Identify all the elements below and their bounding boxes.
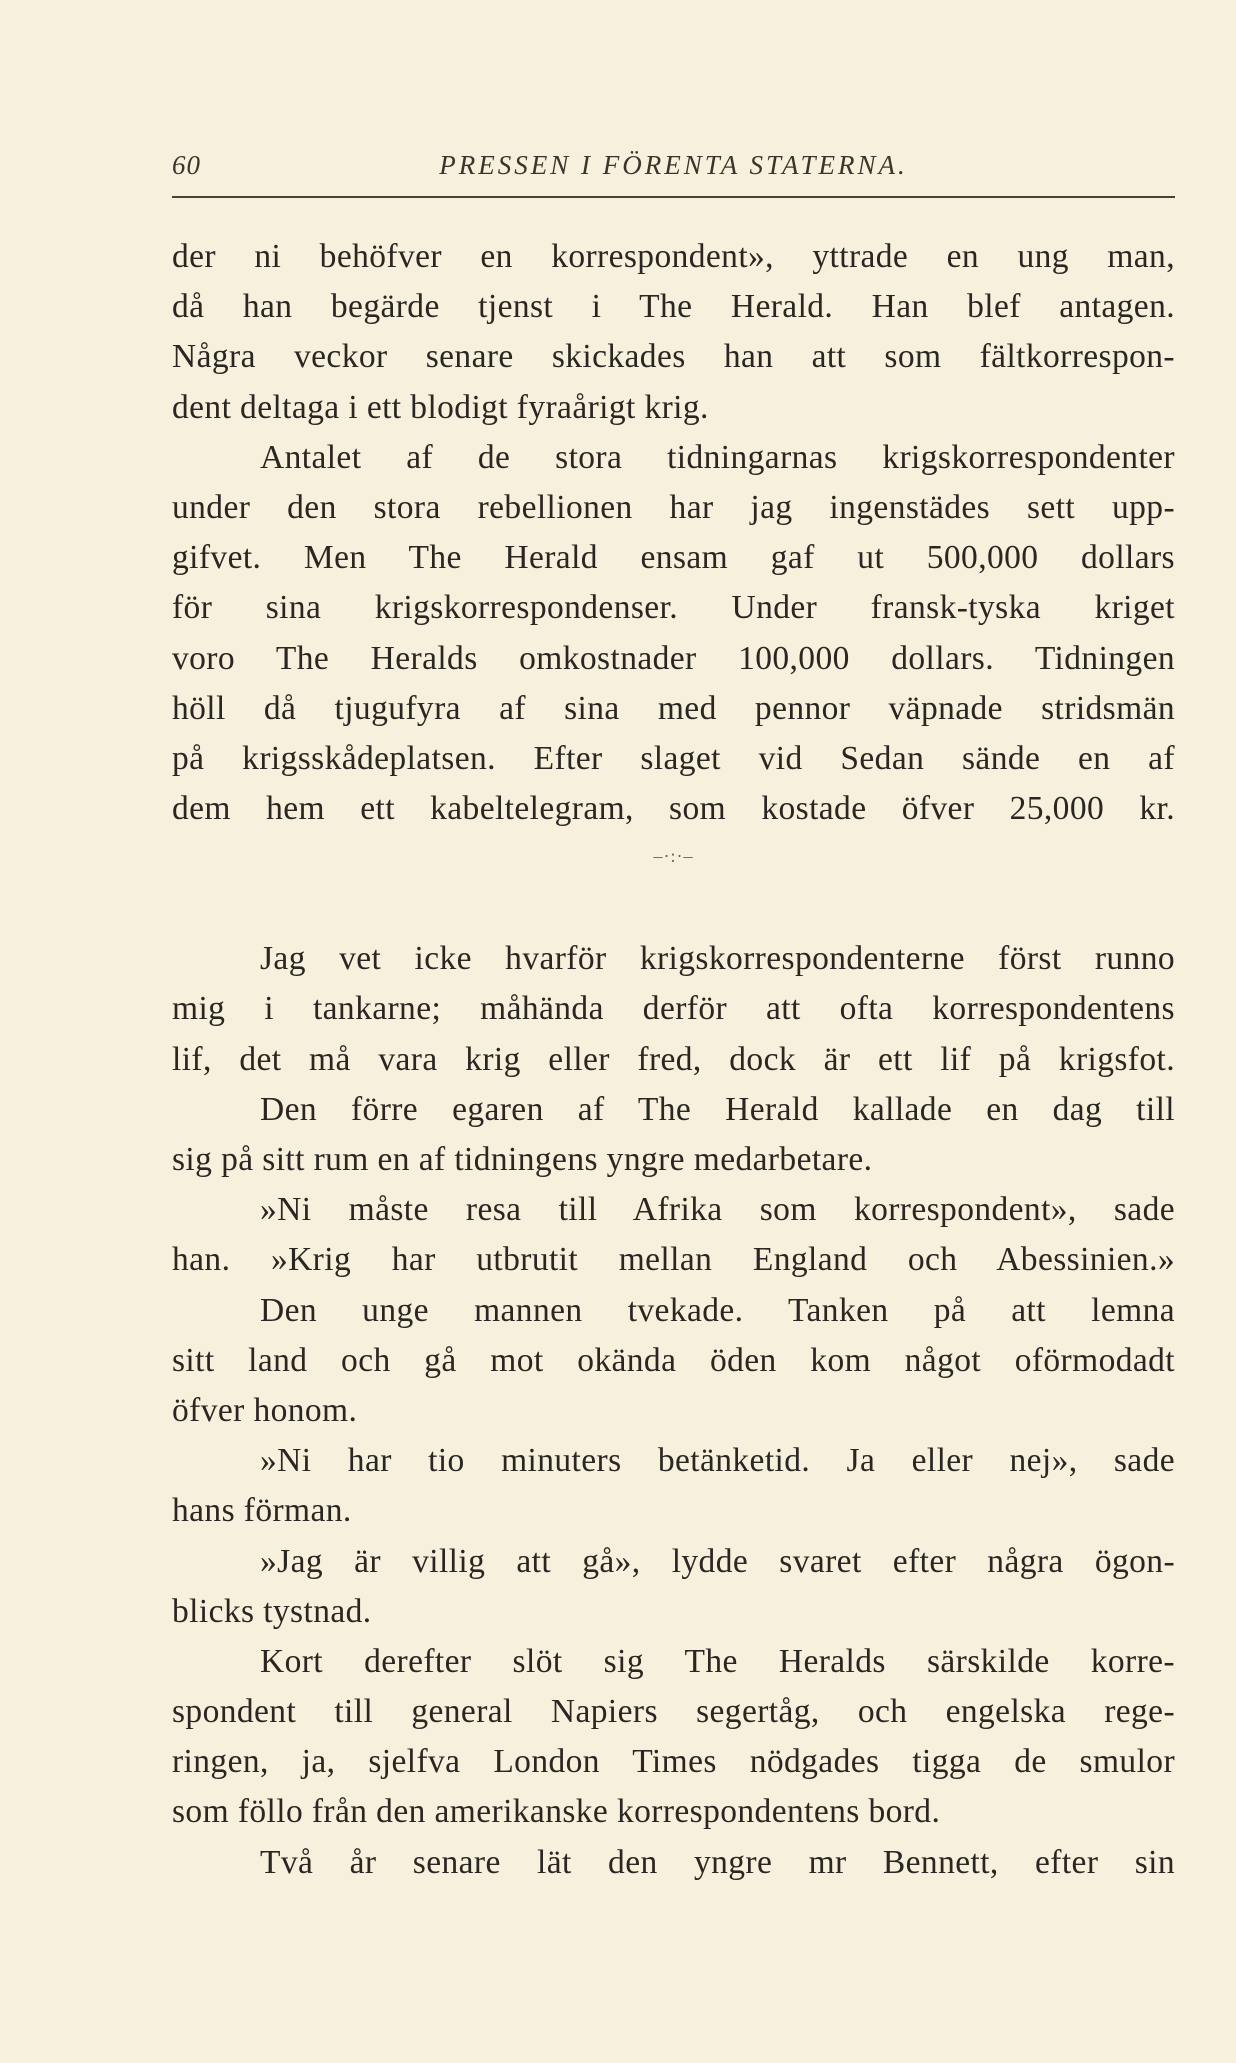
section-gap bbox=[172, 896, 1175, 934]
header-rule bbox=[172, 196, 1175, 198]
text-line: hans förman. bbox=[172, 1492, 352, 1530]
section-ornament: –·:·– bbox=[653, 846, 694, 867]
text-line: Kort derefter slöt sig The Heralds särskilde korre- bbox=[260, 1642, 1175, 1680]
text-line: sig på sitt rum en af tidningens yngre medarbetare. bbox=[172, 1141, 873, 1178]
running-header bbox=[172, 150, 1175, 184]
text-line: ringen, ja, sjelfva London Times nödgades tigga de smulor bbox=[172, 1743, 1175, 1781]
text-line: som föllo från den amerikanske korrespondentens bord. bbox=[172, 1793, 941, 1831]
text-line: dent deltaga i ett blodigt fyraårigt krig. bbox=[172, 388, 709, 426]
text-line: dem hem ett kabeltelegram, som kostade öfver 25,000 kr. bbox=[172, 790, 1175, 828]
text-line: Den förre egaren af The Herald kallade en dag till bbox=[260, 1090, 1175, 1128]
text-line: då han begärde tjenst i The Herald. Han blef antagen. bbox=[172, 288, 1175, 326]
text-line: spondent till general Napiers segertåg, och engelska rege- bbox=[172, 1693, 1175, 1731]
text-line: »Ni har tio minuters betänketid. Ja eller nej», sade bbox=[260, 1442, 1175, 1480]
text-line: Den unge mannen tvekade. Tanken på att lemna bbox=[260, 1291, 1175, 1329]
text-line: voro The Heralds omkostnader 100,000 dollars. Tidningen bbox=[172, 639, 1175, 677]
text-line: »Ni måste resa till Afrika som korrespondent», sade bbox=[260, 1191, 1175, 1229]
text-line: Antalet af de stora tidningarnas krigskorrespondenter bbox=[260, 438, 1175, 476]
text-line: på krigsskådeplatsen. Efter slaget vid Sedan sände en af bbox=[172, 739, 1175, 777]
text-line: för sina krigskorrespondenser. Under fransk-tyska kriget bbox=[172, 589, 1175, 627]
text-line: lif, det må vara krig eller fred, dock är ett lif på krigsfot. bbox=[172, 1040, 1175, 1078]
text-line: der ni behöfver en korrespondent», yttrade en ung man, bbox=[172, 238, 1175, 275]
text-line: han. »Krig har utbrutit mellan England och Abessinien.» bbox=[172, 1241, 1175, 1279]
text-line: »Jag är villig att gå», lydde svaret efter några ögon- bbox=[260, 1542, 1175, 1580]
text-line: gifvet. Men The Herald ensam gaf ut 500,000 dollars bbox=[172, 539, 1175, 577]
text-line: Två år senare lät den yngre mr Bennett, efter sin bbox=[260, 1843, 1175, 1881]
running-title: PRESSEN I FÖRENTA STATERNA. bbox=[439, 150, 908, 180]
text-line: Jag vet icke hvarför krigskorrespondenterne först runno bbox=[260, 940, 1175, 978]
text-line: under den stora rebellionen har jag ingenstädes sett upp- bbox=[172, 488, 1175, 526]
text-line: höll då tjugufyra af sina med pennor väpnade stridsmän bbox=[172, 689, 1175, 727]
body-text bbox=[172, 232, 1175, 1888]
page-number: 60 bbox=[172, 150, 201, 180]
text-line: mig i tankarne; måhända derför att ofta korrespondentens bbox=[172, 990, 1175, 1028]
text-line: blicks tystnad. bbox=[172, 1592, 372, 1630]
text-line: öfver honom. bbox=[172, 1391, 358, 1429]
text-line: Några veckor senare skickades han att som fältkorrespon- bbox=[172, 338, 1175, 376]
text-line: sitt land och gå mot okända öden kom något oförmodadt bbox=[172, 1341, 1175, 1379]
